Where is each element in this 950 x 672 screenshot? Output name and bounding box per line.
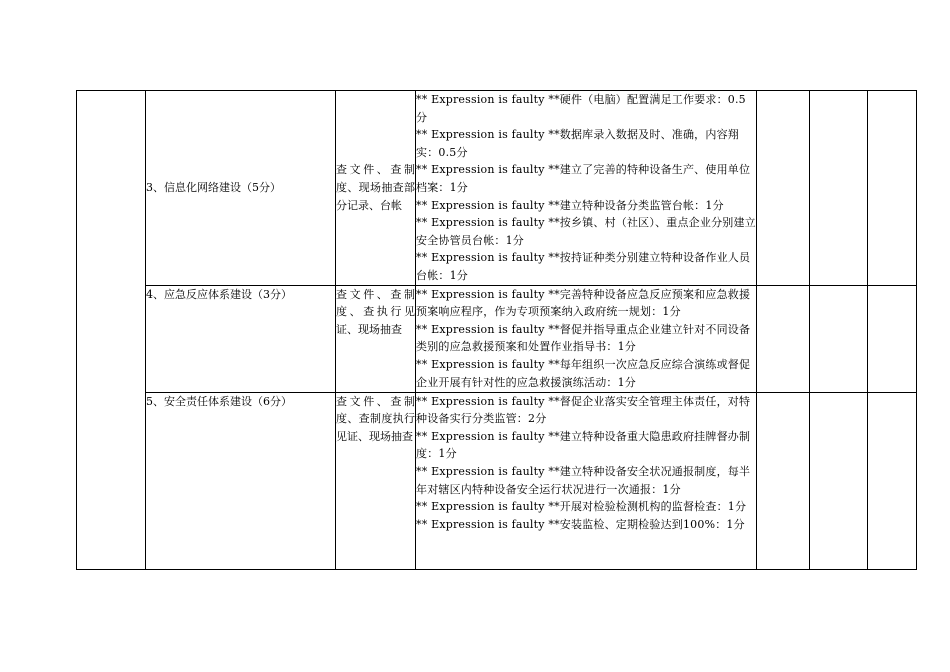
score-cell: [757, 285, 810, 392]
criteria-cell: [416, 392, 757, 569]
remark-cell: [868, 91, 917, 286]
table-row: [77, 285, 917, 392]
criteria-item: ** Expression is faulty **安装监检、定期检验达到100%：1分: [416, 517, 745, 531]
method-text: 查文件、查制度、查执行见证、现场抽查: [336, 287, 415, 336]
criteria-item: ** Expression is faulty **数据库录入数据及时、准确，内容翔实：0.5分: [416, 128, 739, 159]
deduction-cell: [810, 392, 868, 569]
remark-cell: [868, 285, 917, 392]
criteria-item: ** Expression is faulty **建立特种设备重大隐患政府挂牌督办制度：1分: [416, 429, 751, 461]
item-label: 5、安全责任体系建设（6分）: [146, 394, 292, 408]
criteria-item: ** Expression is faulty **开展对检验检测机构的监督检查：1分: [416, 500, 747, 514]
criteria-item: ** Expression is faulty **建立了完善的特种设备生产、使用单位档案：1分: [416, 163, 751, 194]
criteria-item: ** Expression is faulty **督促企业落实安全管理主体责任，对特种设备实行分类监管：2分: [416, 394, 751, 426]
criteria-item: ** Expression is faulty **每年组织一次应急反应综合演练或督促企业开展有针对性的应急救援演练活动：1分: [416, 357, 751, 389]
criteria-item: ** Expression is faulty **建立特种设备分类监管台帐：1分: [416, 198, 724, 212]
criteria-item: ** Expression is faulty **硬件（电脑）配置满足工作要求：0.5分: [416, 93, 746, 124]
table-row: [77, 91, 917, 286]
remark-cell: [868, 392, 917, 569]
deduction-cell: [810, 91, 868, 286]
criteria-item: ** Expression is faulty **完善特种设备应急反应预案和应急救援预案响应程序，作为专项预案纳入政府统一规划：1分: [416, 287, 751, 319]
evaluation-table: [76, 90, 917, 570]
method-text: 查文件、查制度、现场抽查部分记录、台帐: [336, 163, 415, 212]
criteria-item: ** Expression is faulty **按乡镇、村（社区）、重点企业分别建立安全协管员台帐：1分: [416, 216, 756, 247]
method-cell: [336, 392, 416, 569]
criteria-item: ** Expression is faulty **建立特种设备安全状况通报制度，每半年对辖区内特种设备安全运行状况进行一次通报：1分: [416, 464, 751, 496]
score-cell: [757, 91, 810, 286]
item-cell: [146, 392, 336, 569]
deduction-cell: [810, 285, 868, 392]
criteria-item: ** Expression is faulty **督促并指导重点企业建立针对不同设备类别的应急救援预案和处置作业指导书：1分: [416, 322, 751, 354]
criteria-item: ** Expression is faulty **按持证种类分别建立特种设备作业人员台帐：1分: [416, 251, 751, 282]
table-row: [77, 392, 917, 569]
method-cell: [336, 91, 416, 286]
item-label: 4、应急反应体系建设（3分）: [146, 287, 292, 301]
item-cell: [146, 91, 336, 286]
item-label: 3、信息化网络建设（5分）: [146, 180, 281, 194]
item-cell: [146, 285, 336, 392]
category-cell: [77, 91, 146, 570]
method-text: 查文件、查制度、查制度执行见证、现场抽查: [336, 394, 415, 443]
method-cell: [336, 285, 416, 392]
criteria-cell: [416, 285, 757, 392]
criteria-cell: [416, 91, 757, 286]
score-cell: [757, 392, 810, 569]
